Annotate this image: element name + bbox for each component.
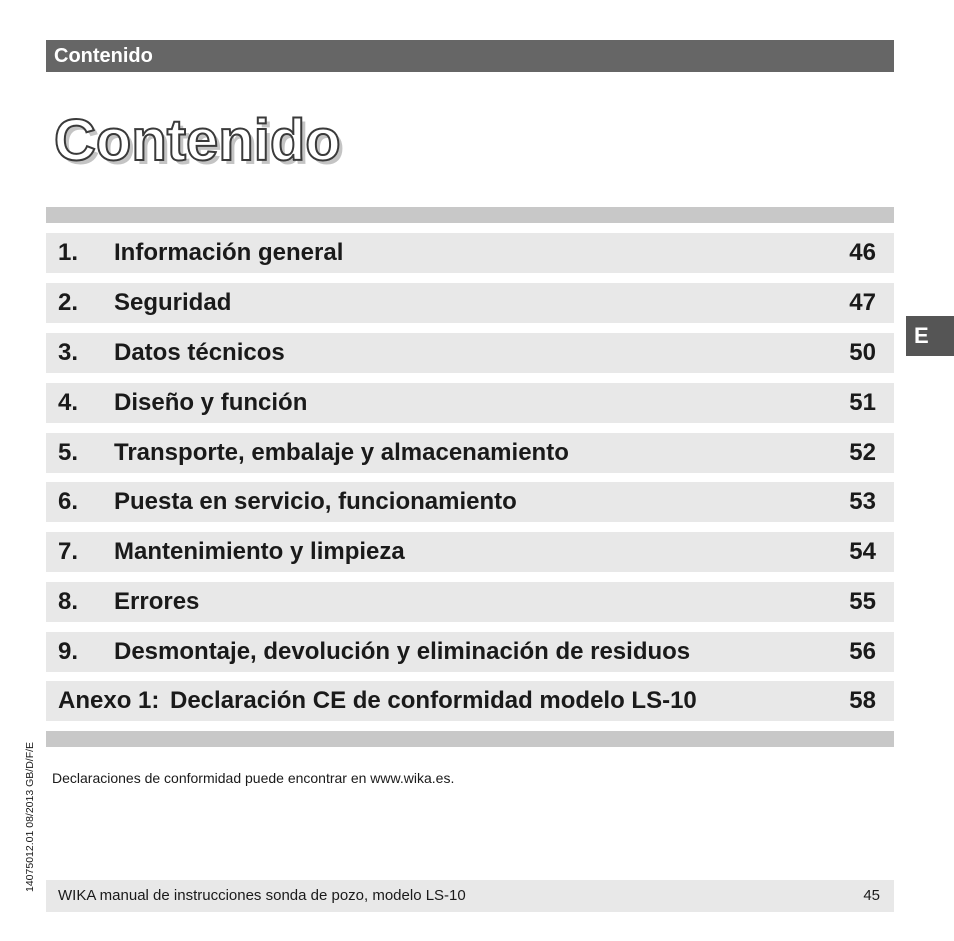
footer-text: WIKA manual de instrucciones sonda de pozo, modelo LS-10	[58, 887, 466, 904]
section-header-label: Contenido	[54, 45, 153, 67]
document-code: 14075012.01 08/2013 GB/D/F/E	[24, 741, 36, 892]
toc-row-5[interactable]	[46, 433, 894, 473]
toc-number: 8.	[58, 588, 79, 615]
toc-number: 2.	[58, 289, 79, 316]
toc-title: Diseño y función	[114, 389, 308, 416]
toc-title: Declaración CE de conformidad modelo LS-10	[170, 687, 697, 714]
toc-row-3[interactable]	[46, 333, 894, 373]
toc-title: Transporte, embalaje y almacenamiento	[114, 439, 569, 466]
toc-number: 7.	[58, 538, 79, 565]
language-tab	[906, 316, 954, 356]
toc-number: 6.	[58, 488, 79, 515]
toc-row-6[interactable]	[46, 482, 894, 522]
page-title: Contenido	[54, 108, 341, 173]
toc-row-4[interactable]	[46, 383, 894, 423]
toc-number: 4.	[58, 389, 79, 416]
section-header-bar	[46, 40, 894, 72]
toc-page: 50	[849, 339, 876, 366]
toc-number: Anexo 1:	[58, 687, 160, 714]
toc-page: 52	[849, 439, 876, 466]
toc-title: Seguridad	[114, 289, 232, 316]
toc-title: Puesta en servicio, funcionamiento	[114, 488, 517, 515]
toc-page: 53	[849, 488, 876, 515]
page-number: 45	[863, 887, 880, 904]
toc-number: 1.	[58, 239, 79, 266]
toc-page: 55	[849, 588, 876, 615]
language-tab-label: E	[914, 323, 929, 348]
toc-row-1[interactable]	[46, 233, 894, 273]
toc-number: 9.	[58, 638, 79, 665]
toc-row-7[interactable]	[46, 532, 894, 572]
toc-row-8[interactable]	[46, 582, 894, 622]
bottom-divider	[46, 731, 894, 747]
toc-title: Mantenimiento y limpieza	[114, 538, 405, 565]
top-divider	[46, 207, 894, 223]
toc-title: Datos técnicos	[114, 339, 285, 366]
toc-row-2[interactable]	[46, 283, 894, 323]
toc-number: 3.	[58, 339, 79, 366]
toc-row-9[interactable]	[46, 632, 894, 672]
toc-title: Desmontaje, devolución y eliminación de residuos	[114, 638, 691, 665]
toc-page: 56	[849, 638, 876, 665]
toc-title: Errores	[114, 588, 200, 615]
toc-page: 47	[849, 289, 876, 316]
toc-page: 58	[849, 687, 876, 714]
footer-bar	[46, 880, 894, 912]
toc-page: 51	[849, 389, 876, 416]
toc-page: 54	[849, 538, 876, 565]
toc-page: 46	[849, 239, 876, 266]
conformity-note: Declaraciones de conformidad puede encontrar en www.wika.es.	[52, 770, 455, 786]
toc-title: Información general	[114, 239, 344, 266]
toc-row-annex-1[interactable]	[46, 681, 894, 721]
toc-number: 5.	[58, 439, 79, 466]
